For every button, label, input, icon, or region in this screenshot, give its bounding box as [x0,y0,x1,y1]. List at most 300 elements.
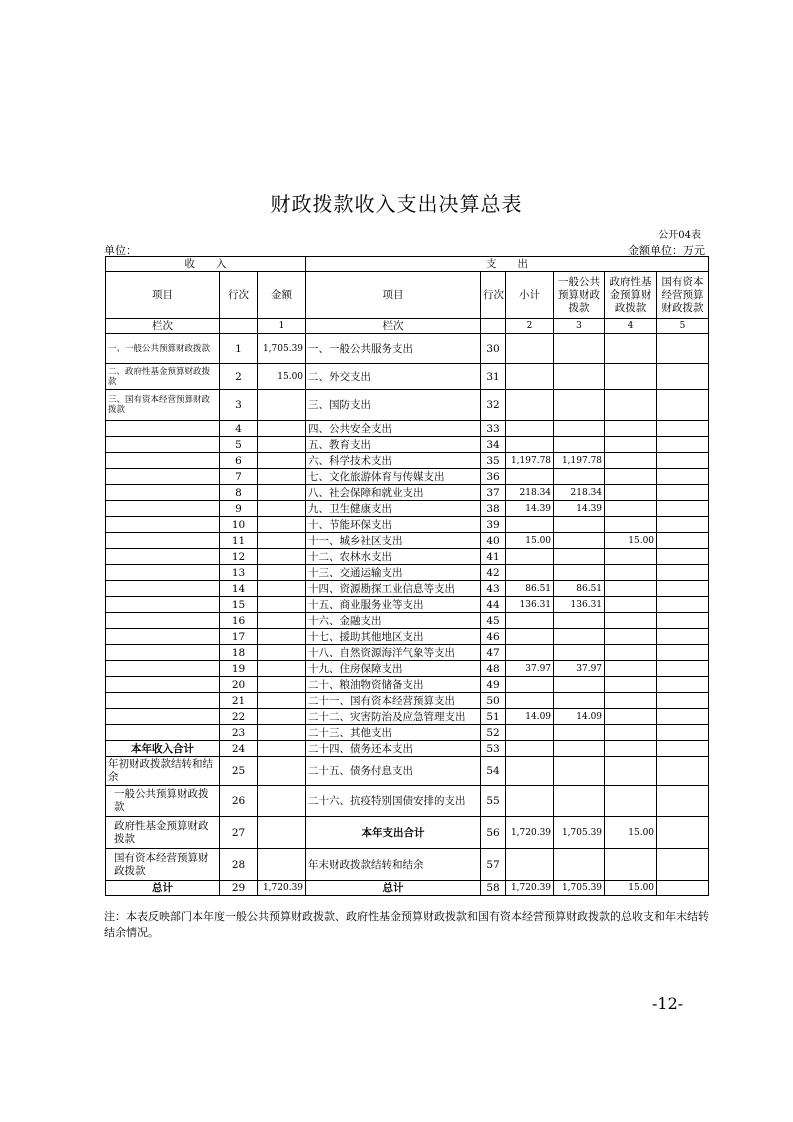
income-item [106,661,220,677]
fund-budget-amount [605,453,657,469]
expense-line-no: 50 [481,693,506,709]
column-index-1: 1 [258,319,306,334]
income-line-no: 3 [220,390,258,421]
general-budget-amount: 1,705.39 [554,881,605,896]
income-amount [258,786,306,817]
subtotal-amount [506,421,554,437]
column-index-label-2: 栏次 [306,319,481,334]
subtotal-header: 小计 [506,272,554,319]
income-line-no: 5 [220,437,258,453]
expense-item: 九、卫生健康支出 [306,501,481,517]
general-budget-amount: 14.39 [554,501,605,517]
state-capital-amount [657,334,709,364]
income-amount [258,485,306,501]
table-row [106,485,709,501]
income-item [106,709,220,725]
column-index-3: 3 [554,319,605,334]
state-capital-amount [657,881,709,896]
table-row [106,581,709,597]
fund-budget-amount [605,661,657,677]
expense-line-no: 36 [481,469,506,485]
income-item [106,629,220,645]
fund-budget-amount [605,693,657,709]
general-budget-amount [554,533,605,549]
fund-budget-amount [605,390,657,421]
income-line-no: 16 [220,613,258,629]
fund-budget-amount [605,501,657,517]
expense-line-no: 38 [481,501,506,517]
subtotal-amount [506,549,554,565]
fund-budget-amount [605,517,657,533]
subtotal-amount: 15.00 [506,533,554,549]
income-line-no: 18 [220,645,258,661]
income-line-no: 8 [220,485,258,501]
state-capital-amount [657,390,709,421]
general-budget-amount [554,390,605,421]
income-amount [258,849,306,881]
subtotal-amount: 86.51 [506,581,554,597]
state-capital-amount [657,757,709,786]
income-amount: 1,720.39 [258,881,306,896]
fund-budget-amount [605,629,657,645]
general-budget-amount [554,629,605,645]
subtotal-amount [506,693,554,709]
state-capital-amount [657,453,709,469]
expense-header: 支 出 [306,257,709,272]
expense-item: 十九、住房保障支出 [306,661,481,677]
fund-budget-amount [605,786,657,817]
general-budget-amount: 136.31 [554,597,605,613]
expense-item: 总计 [306,881,481,896]
expense-line-no: 40 [481,533,506,549]
income-line-no: 13 [220,565,258,581]
income-amount [258,565,306,581]
state-capital-amount [657,485,709,501]
unit-label: 单位： [104,244,137,257]
expense-item: 二十五、债务付息支出 [306,757,481,786]
expense-line-no: 37 [481,485,506,501]
fund-budget-amount [605,757,657,786]
income-amount [258,533,306,549]
state-capital-amount [657,677,709,693]
general-budget-amount [554,757,605,786]
state-capital-amount [657,581,709,597]
expense-line-no: 35 [481,453,506,469]
expense-item: 六、科学技术支出 [306,453,481,469]
subtotal-amount [506,390,554,421]
income-amount [258,421,306,437]
subtotal-amount: 37.97 [506,661,554,677]
general-budget-amount: 1,197.78 [554,453,605,469]
table-row [106,709,709,725]
income-line-no: 20 [220,677,258,693]
subtotal-amount: 14.09 [506,709,554,725]
income-item [106,725,220,741]
expense-line-no: 49 [481,677,506,693]
state-capital-amount [657,597,709,613]
expense-item: 十、节能环保支出 [306,517,481,533]
expense-line-no: 34 [481,437,506,453]
general-budget-amount [554,849,605,881]
table-row [106,364,709,390]
table-row [106,817,709,849]
state-capital-amount [657,469,709,485]
expense-item: 年末财政拨款结转和结余 [306,849,481,881]
income-amount [258,741,306,757]
general-budget-amount [554,437,605,453]
expense-line-no: 58 [481,881,506,896]
table-row [106,437,709,453]
income-amount [258,501,306,517]
fund-budget-amount [605,613,657,629]
subtotal-amount [506,786,554,817]
subtotal-amount: 218.34 [506,485,554,501]
expense-line-no: 31 [481,364,506,390]
state-capital-amount [657,645,709,661]
table-row [106,390,709,421]
page-title: 财政拨款收入支出决算总表 [270,192,523,216]
fund-budget-amount [605,364,657,390]
table-row [106,517,709,533]
subtotal-amount [506,334,554,364]
expense-line-no: 41 [481,549,506,565]
subtotal-amount [506,677,554,693]
general-budget-amount [554,565,605,581]
income-line-no: 15 [220,597,258,613]
subtotal-amount [506,437,554,453]
income-amount [258,757,306,786]
expense-item-header: 项目 [306,272,481,319]
amount-unit: 金额单位：万元 [628,244,705,257]
income-line-no: 27 [220,817,258,849]
expense-line-no: 44 [481,597,506,613]
expense-item: 三、国防支出 [306,390,481,421]
income-item: 政府性基金预算财政拨款 [106,817,220,849]
income-line-no: 4 [220,421,258,437]
income-line-no: 17 [220,629,258,645]
fund-budget-amount: 15.00 [605,817,657,849]
subtotal-amount [506,645,554,661]
income-amount [258,693,306,709]
income-item [106,549,220,565]
fund-budget-amount [605,549,657,565]
expense-line-no: 54 [481,757,506,786]
income-item [106,597,220,613]
table-note: 注：本表反映部门本年度一般公共预算财政拨款、政府性基金预算财政拨款和国有资本经营预算财政拨款的总收支和年末结转结余情况。 [104,910,709,939]
income-amount [258,629,306,645]
fund-budget-amount [605,437,657,453]
income-item-header: 项目 [106,272,220,319]
expense-item: 四、公共安全支出 [306,421,481,437]
state-capital-amount [657,629,709,645]
table-row [106,849,709,881]
budget-summary-table [105,256,709,896]
income-line-no: 29 [220,881,258,896]
fund-budget-header: 政府性基金预算财政拨款 [605,272,657,319]
expense-line-no-header: 行次 [481,272,506,319]
general-budget-amount [554,613,605,629]
income-item: 国有资本经营预算财政拨款 [106,849,220,881]
expense-item: 本年支出合计 [306,817,481,849]
income-amount [258,581,306,597]
table-row [106,677,709,693]
expense-line-no: 43 [481,581,506,597]
state-capital-amount [657,725,709,741]
column-index-4: 4 [605,319,657,334]
state-capital-amount [657,364,709,390]
income-item [106,501,220,517]
income-amount [258,390,306,421]
state-capital-amount [657,786,709,817]
subtotal-amount [506,469,554,485]
general-budget-amount [554,549,605,565]
income-item [106,453,220,469]
general-budget-amount [554,334,605,364]
income-amount [258,613,306,629]
expense-line-no: 45 [481,613,506,629]
income-item [106,581,220,597]
state-capital-amount [657,693,709,709]
income-line-no: 9 [220,501,258,517]
income-line-no: 23 [220,725,258,741]
fund-budget-amount [605,334,657,364]
expense-item: 二、外交支出 [306,364,481,390]
income-item: 三、国有资本经营预算财政拨款 [106,390,220,421]
expense-item: 二十四、债务还本支出 [306,741,481,757]
subtotal-amount [506,725,554,741]
income-line-no: 14 [220,581,258,597]
table-row [106,661,709,677]
fund-budget-amount [605,597,657,613]
expense-item: 十七、援助其他地区支出 [306,629,481,645]
income-item [106,533,220,549]
income-item: 一般公共预算财政拨款 [106,786,220,817]
income-line-no: 26 [220,786,258,817]
income-item [106,677,220,693]
general-budget-amount [554,786,605,817]
income-amount [258,709,306,725]
subtotal-amount [506,757,554,786]
general-budget-amount [554,725,605,741]
fund-budget-amount [605,741,657,757]
income-line-no: 6 [220,453,258,469]
fund-budget-amount [605,581,657,597]
state-capital-amount [657,421,709,437]
column-index-empty-2 [481,319,506,334]
expense-item: 十六、金融支出 [306,613,481,629]
subtotal-amount [506,517,554,533]
expense-item: 十一、城乡社区支出 [306,533,481,549]
income-line-no: 21 [220,693,258,709]
expense-line-no: 56 [481,817,506,849]
income-item [106,517,220,533]
subtotal-amount: 1,197.78 [506,453,554,469]
expense-item: 五、教育支出 [306,437,481,453]
fund-budget-amount [605,849,657,881]
state-capital-amount [657,549,709,565]
expense-line-no: 30 [481,334,506,364]
income-amount [258,725,306,741]
expense-item: 二十六、抗疫特别国债安排的支出 [306,786,481,817]
table-row [106,565,709,581]
income-line-no-header: 行次 [220,272,258,319]
income-line-no: 2 [220,364,258,390]
expense-line-no: 57 [481,849,506,881]
income-amount [258,469,306,485]
general-budget-amount: 218.34 [554,485,605,501]
income-amount [258,517,306,533]
income-item [106,421,220,437]
income-item [106,613,220,629]
income-item: 一、一般公共预算财政拨款 [106,334,220,364]
income-amount [258,437,306,453]
fund-budget-amount: 15.00 [605,533,657,549]
table-row [106,533,709,549]
expense-line-no: 48 [481,661,506,677]
income-line-no: 10 [220,517,258,533]
fund-budget-amount [605,485,657,501]
state-capital-amount [657,437,709,453]
expense-item: 八、社会保障和就业支出 [306,485,481,501]
state-capital-amount [657,501,709,517]
income-header: 收 入 [106,257,306,272]
expense-line-no: 33 [481,421,506,437]
state-capital-amount [657,709,709,725]
table-row [106,453,709,469]
expense-item: 一、一般公共服务支出 [306,334,481,364]
expense-item: 十三、交通运输支出 [306,565,481,581]
income-amount [258,549,306,565]
fund-budget-amount [605,709,657,725]
income-item [106,469,220,485]
page-number: -12- [652,994,684,1013]
state-capital-amount [657,817,709,849]
expense-item: 十四、资源勘探工业信息等支出 [306,581,481,597]
subtotal-amount [506,613,554,629]
income-amount: 15.00 [258,364,306,390]
state-capital-header: 国有资本经营预算财政拨款 [657,272,709,319]
income-item [106,645,220,661]
subtotal-amount [506,741,554,757]
form-number: 公开04表 [658,230,701,241]
expense-line-no: 47 [481,645,506,661]
expense-line-no: 51 [481,709,506,725]
state-capital-amount [657,741,709,757]
income-line-no: 12 [220,549,258,565]
general-budget-amount [554,517,605,533]
general-budget-amount [554,469,605,485]
income-line-no: 25 [220,757,258,786]
income-item: 本年收入合计 [106,741,220,757]
subtotal-amount [506,565,554,581]
fund-budget-amount: 15.00 [605,881,657,896]
state-capital-amount [657,661,709,677]
table-row [106,597,709,613]
state-capital-amount [657,613,709,629]
expense-item: 二十三、其他支出 [306,725,481,741]
general-budget-amount: 37.97 [554,661,605,677]
state-capital-amount [657,517,709,533]
income-item: 年初财政拨款结转和结余 [106,757,220,786]
income-amount [258,677,306,693]
income-line-no: 19 [220,661,258,677]
expense-item: 七、文化旅游体育与传媒支出 [306,469,481,485]
general-budget-amount: 86.51 [554,581,605,597]
general-budget-amount [554,677,605,693]
subtotal-amount [506,364,554,390]
fund-budget-amount [605,421,657,437]
income-amount [258,645,306,661]
table-row [106,629,709,645]
table-row [106,757,709,786]
income-item: 二、政府性基金预算财政拨款 [106,364,220,390]
income-amount [258,453,306,469]
income-amount-header: 金额 [258,272,306,319]
general-budget-amount [554,693,605,709]
fund-budget-amount [605,469,657,485]
income-line-no: 28 [220,849,258,881]
table-row [106,725,709,741]
table-row [106,469,709,485]
expense-line-no: 53 [481,741,506,757]
general-budget-amount [554,364,605,390]
expense-line-no: 55 [481,786,506,817]
column-index-5: 5 [657,319,709,334]
table-row [106,741,709,757]
column-index-empty [220,319,258,334]
subtotal-amount: 1,720.39 [506,817,554,849]
fund-budget-amount [605,725,657,741]
expense-item: 十五、商业服务业等支出 [306,597,481,613]
subtotal-amount: 136.31 [506,597,554,613]
subtotal-amount [506,629,554,645]
fund-budget-amount [605,565,657,581]
income-amount [258,597,306,613]
table-row [106,549,709,565]
expense-line-no: 39 [481,517,506,533]
expense-item: 二十二、灾害防治及应急管理支出 [306,709,481,725]
expense-item: 二十、粮油物资储备支出 [306,677,481,693]
income-item [106,565,220,581]
general-budget-amount [554,741,605,757]
state-capital-amount [657,849,709,881]
column-index-2: 2 [506,319,554,334]
state-capital-amount [657,533,709,549]
income-item: 总计 [106,881,220,896]
general-budget-amount: 14.09 [554,709,605,725]
expense-item: 二十一、国有资本经营预算支出 [306,693,481,709]
fund-budget-amount [605,645,657,661]
expense-line-no: 52 [481,725,506,741]
subtotal-amount: 14.39 [506,501,554,517]
general-budget-header: 一般公共预算财政拨款 [554,272,605,319]
income-item [106,693,220,709]
expense-item: 十八、自然资源海洋气象等支出 [306,645,481,661]
income-amount [258,817,306,849]
general-budget-amount [554,645,605,661]
income-line-no: 11 [220,533,258,549]
income-amount: 1,705.39 [258,334,306,364]
table-row [106,421,709,437]
income-line-no: 24 [220,741,258,757]
general-budget-amount: 1,705.39 [554,817,605,849]
table-row [106,786,709,817]
table-row [106,693,709,709]
subtotal-amount: 1,720.39 [506,881,554,896]
subtotal-amount [506,849,554,881]
expense-line-no: 42 [481,565,506,581]
income-item [106,437,220,453]
